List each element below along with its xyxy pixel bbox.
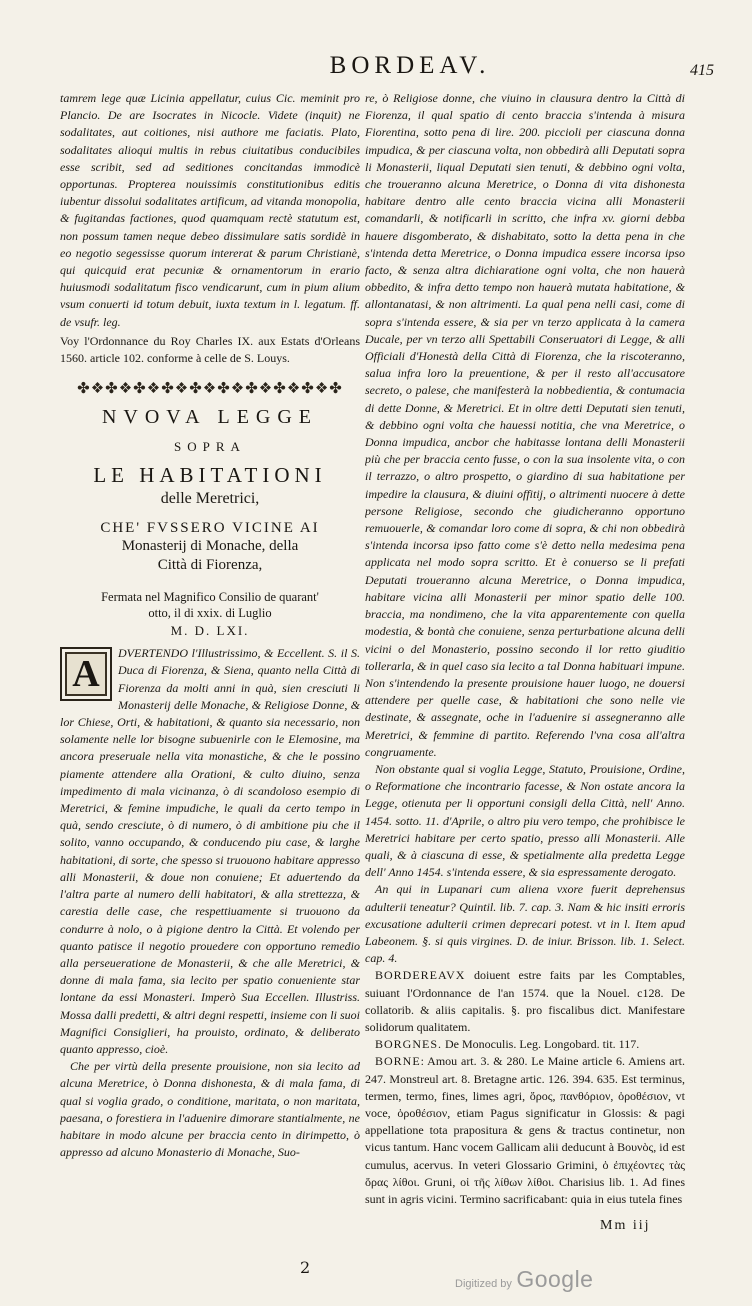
- entry-borne-headword: BORNE: [375, 1054, 421, 1069]
- entry-borgnes: [365, 1036, 685, 1053]
- entry-bordereaux: [365, 967, 685, 1036]
- adulterii-paragraph: An qui in Lupanari cum aliena vxore fuerit deprehensus adulterii teneatur? Quintil. lib. 7. cap. 3. Nam & hic insiti erroris excusatione adulterii crimen deprecari potest. vt in l. Item apud Labeonem. §. si quis virgines. D. de iniur. Brisson. lib. 1. Select. cap. 4.: [365, 882, 685, 966]
- decorated-initial: A: [60, 647, 112, 701]
- entry-bordereaux-headword: BORDEREAVX: [375, 968, 466, 983]
- title-sopra: SOPRA: [174, 439, 246, 455]
- derogation-paragraph: Non obstante qual si voglia Legge, Statuto, Prouisione, Ordine, o Reformatione che incontrario facesse, & Non ostate ancora la Legge, otienuta per li opportuni consigli della Città, nell' Anno. 1454. sotto. 11. d'Aprile, o altro piu vero tempo, che prohibisce le Meretrici habitare per certo spatio, presso alli Monasterii. Alle quali, & à ciascuna di esse, & spetialmente alla predetta Legge dell' Anno 1454. s'intenda essere, & sia espressamente derogato.: [365, 761, 685, 880]
- watermark-prefix: Digitized by: [455, 1278, 512, 1290]
- running-head: BORDEAV.: [329, 52, 491, 79]
- entry-borne: [365, 1053, 685, 1208]
- decree-body: [60, 645, 360, 1161]
- subtitle-date: M. D. LXI.: [170, 623, 250, 639]
- decree-continuation: re, ò Religiose donne, che viuino in clausura dentro la Città di Fiorenza, il qual spatio di cento braccia s'intenda à misura Fiorentina, sotto pena di lire. 200. piccioli per ciascuna donna impudica, & per ciascuna volta, non obbedirà alli Deputati sopra li Monasterii, liqual Deputati sien tenuti, & debbino ogni volta, che troueranno alcuna Meretrice, o Donna di vita dishonesta habitare dentro alle cento braccia vicina alli Monasterii comandarli, & notificarli in scritto, che infra xv. giorni debba hauere disgomberato, & dishabitato, sotto la detta pena in che s'intenda detta Meretrice, o Donna impudica essere incorsa ipso facto, & senza altra dichiaratione ogni volta, che non hauerà obbedito, & infra detto tempo non hauerà mutata habitatione, & allontanatasi, & non altrimenti. La qual pena nelli casi, come di sopra s'intenda essere, & sia per vn terzo applicata à la camera Ducale, per vn terzo alli Spettabili Conseruatori di Legge, & alli Officiali d'Honestà della Città di Fiorenza, che la riscoteranno, salua infra loro la preuentione, & per il resto all'accusatore secreto, o palese, che manifesterà la nobbedientia, & contumacia di dette Donne, & Meretrici. Et in oltre detti Deputati sien tenuti, & debbino ogni volta che hauessi notitia, che vna Meretrice, o Donna impudica, ancbor che habitasse lontana delli Monasterii più che per braccia cento fusse, o con la sua insolente vita, o con il terrazzo, o altro prospetto, o giardino di sua habitatione per impedire la clausura, & diuini offitij, o altrimenti nuocere à dette persone Religiose, secondo che giudicheranno opportuno remuouerle, & comandar loro come di sopra, & chi non obbedirà s'intenda incorsa ipso fatto come s'è detto nella medesima pena applicata nel modo sopra scritto. Et è conuerso se li prefati Deputati troueranno alcuna Meretrice, o Donna impudica, habitare vicina alli Monasterii per minor spatio delle 100. braccia, ma nondimeno, che la vita apparentemente con quella modestia, & bontà che conuiene, senza perturbatione alcuna delli vicini o del Monasterio, possino secondo il lor retto giuditio tollerarla, & in quel caso sia lecito a tal Donna habituari impune. Non s'intendendo la presente prouisione hauer luogo, ne douersi attendere per quelle case, & habitationi che sono nelle vie destinate, & assegnate, oche in l'aduenire si assegneranno alle Meretrici, & femmine di partito. Referendo l'vna cosa all'altra congruamente.: [365, 91, 685, 759]
- entry-borne-text: : Amou art. 3. & 280. Le Maine article 6. Amiens art. 247. Monstreul art. 8. Bretagne artic. 126. 394. 635. Est terminus, termen, termo, fines, limes agri, ὅρος, πανθόριον, ὁροθέσιον, vt voce, ὁροθέσιον, etiam Pagus significatur in Glossis: & pagi appellatione tota prapositura & gens & tractus continetur, non vicus tantum. Hanc vocem Gallicam alii deducunt à Βουνὸς, id est cumulus, acervus. In veteri Glossario Grimini, ὁ ἐπιχέοντες τὰς ὅρας λίθοι. Gruni, οἱ τῆς λίθων λίθοι. Charisius lib. 1. Ad fines sunt in agris vicini. Termino sacrificabant: quia in eius tutela fines: [365, 1054, 685, 1206]
- subtitle-line-2: otto, il di xxix. di Luglio: [148, 606, 272, 621]
- title-monasterij: Monasterij di Monache, della: [121, 538, 299, 555]
- title-vicine: CHE' FVSSERO VICINE AI: [100, 520, 320, 537]
- entry-borgnes-text: De Monoculis. Leg. Longobard. tit. 117.: [445, 1037, 640, 1052]
- title-habitationi: LE HABITATIONI: [93, 463, 327, 488]
- right-column: [365, 90, 685, 1220]
- left-column: [60, 90, 360, 1220]
- intro-latin-paragraph: tamrem lege quæ Licinia appellatur, cuius Cic. meminit pro Plancio. De are Isocrates in Nicocle. Videte (inquit) ne sodalitates, aut coitiones, nisi authore me faciatis. Plato, sodalitates alioqui multis in rebus ciuitatibus conducibiles esse scribit, sed ad seditiones concitandas immodicè opportunas. Propterea nouissimis constitutionibus editis iubentur dissolui sodalitates artificum, ad vitanda monopolia, & fugitandas factiones, quod quamquam rectè statutum est, non possum tamen neque debeo dissimulare satis sordidè in eo negotio segessisse quorum intererat & parum Christianè, qui quicquid erat pecuniæ & ornamentorum in erario huiusmodi sodalitatum fisco vendicarunt, cum in pium alium vsum conuerti id totum debuit, iuxta textum in l. legatum. ff. de vsufr. leg.: [60, 91, 360, 329]
- entry-borgnes-headword: BORGNES.: [375, 1037, 443, 1052]
- page-number: 415: [690, 62, 714, 79]
- digitization-watermark: [455, 1266, 593, 1293]
- title-nuova-legge: NVOVA LEGGE: [101, 406, 319, 429]
- title-meretrici: delle Meretrici,: [160, 490, 260, 508]
- title-citta: Città di Fiorenza,: [157, 557, 263, 574]
- decree-paragraph-2: Che per virtù della presente prouisione, non sia lecito ad alcuna Meretrice, ò Donna dishonesta, & di mala fama, di qual si voglia grado, o conditione, maritata, o non maritata, paesana, o forestiera in l'aduenire dimorare stantialmente, ne habitare in modo alcune per braccia cento in dirimpetto, ò appresso ad alcuno Monasterio di Monache, Suo-: [60, 1059, 360, 1160]
- decree-paragraph-1: DVERTENDO l'Illustrissimo, & Eccellent. S. il S. Duca di Fiorenza, & Siena, quanto nella Città di Fiorenza da molti anni in quà, sien cresciuti li Monasterij delle Monache, & Religiose Donne, & lor Chiese, Orti, & habitationi, & quanto sia necessario, non solamente nelle lor bisogne subuenirle con le Elemosine, ma ancora preseruale nella vita monastiche, & che le possino piamente attendere alla Orationi, & culto diuino, senza impedimento di mala vicinanza, ò di scandoloso esempio di Meretrici, & femine impudiche, le quali da certo tempo in quà, sendo cresciute, ò di numero, ò di ambitione piu che il solito, vanno occupando, & conducendo piu case, & larghe habitationi, di sorte, che spesso si truouono habitare appresso alli Monasterii, & doue non conuiene; Et aduertendo da l'altra parte al numero delli habitatori, & alla strettezza, & carestia delle case, che respettiuamente si truouono da condurre à nolo, o à pigione dentro la Città. Et volendo per quanto patisce il negotio prouedere con opportuno remedio alla perseueratione de Monasterii, & che alle Meretrici, & donne di mala fama, sia lecito per spatio conueniente star lontane da essi Monasteri. Imperò Sua Eccellen. Illustriss. Mossa dalli predetti, & altri degni respetti, insieme con li suoi Magnifici Consiglieri, ha prouisto, ordinato, & deliberato quanto appresso, cioè.: [60, 646, 360, 1056]
- ordonnance-note: Voy l'Ordonnance du Roy Charles IX. aux Estats d'Orleans 1560. article 102. conforme à celle de S. Louys.: [60, 333, 360, 366]
- signature-mark: 2: [300, 1258, 311, 1277]
- entry-bordereaux-text: doiuent estre faits par les Comptables, suiuant l'Ordonnance de l'an 1574. que la Nouel. c128. De collatorib. & aliis capitalis. §. pro fiscalibus dict. Manifestare solidorum qualitatem.: [365, 968, 685, 1034]
- watermark-brand: Google: [516, 1266, 594, 1292]
- subtitle-line-1: Fermata nel Magnifico Consilio de quarant': [101, 590, 319, 605]
- ornament-band: ✤❖✤❖✤❖✤❖✤❖✤❖✤❖✤❖✤❖✤: [77, 381, 343, 398]
- signature-catchword: Mm iij: [600, 1218, 651, 1233]
